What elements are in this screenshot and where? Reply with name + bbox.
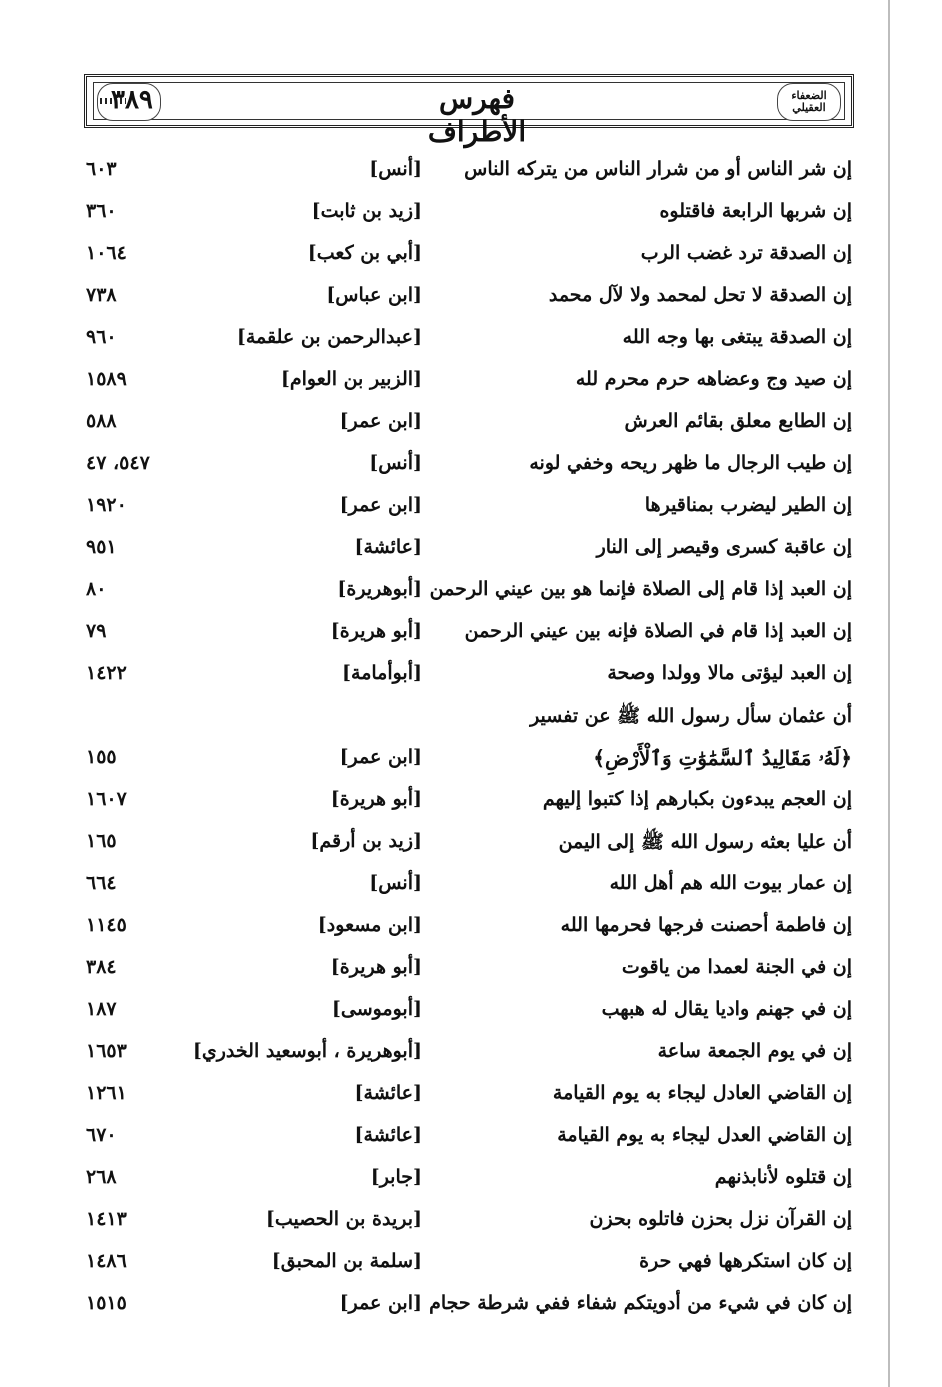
seal-line-2: العقيلي [792, 101, 826, 114]
narrator: [زيد بن أرقم] [310, 830, 422, 852]
index-entry [0, 662, 942, 702]
narrator: [عائشة] [354, 1124, 422, 1146]
narrator: [عائشة] [354, 536, 422, 558]
book-seal [777, 83, 841, 121]
reference-number: ١٦٥٣ [86, 1040, 127, 1062]
reference-number: ٣٨٤ [86, 956, 117, 978]
hadith-text: إن في الجنة لعمدا من ياقوت [621, 956, 852, 978]
reference-number: ٥٤٧، ٤٧ [86, 452, 150, 474]
index-entry [0, 242, 942, 282]
narrator: [أبو هريرة] [330, 620, 422, 642]
index-entry [0, 284, 942, 324]
narrator: [أبوأمامة] [342, 662, 422, 684]
index-entry [0, 914, 942, 954]
hadith-text: إن القرآن نزل بحزن فاتلوه بحزن [589, 1208, 852, 1230]
reference-number: ١٨٧ [86, 998, 117, 1020]
hadith-text: إن الصدقة يبتغى بها وجه الله [622, 326, 852, 348]
hadith-text: إن صيد وج وعضاهه حرم محرم لله [575, 368, 852, 390]
index-entry [0, 788, 942, 828]
reference-number: ١٤١٣ [86, 1208, 127, 1230]
reference-number: ٩٦٠ [86, 326, 117, 348]
narrator: [أبو هريرة] [330, 956, 422, 978]
reference-number: ١٩٢٠ [86, 494, 127, 516]
reference-number: ٦٦٤ [86, 872, 117, 894]
index-entry [0, 410, 942, 450]
index-entry [0, 1208, 942, 1248]
index-entry [0, 452, 942, 492]
reference-number: ٧٩ [86, 620, 107, 642]
hadith-text: إن عمار بيوت الله هم أهل الله [609, 872, 852, 894]
index-entry [0, 1166, 942, 1206]
reference-number: ١٥٨٩ [86, 368, 127, 390]
hadith-text: أن عليا بعثه رسول الله ﷺ إلى اليمن [558, 831, 852, 853]
page-header [84, 74, 854, 148]
page-title: فهرس الأطراف [427, 82, 527, 148]
index-entry [0, 872, 942, 912]
index-entry [0, 620, 942, 660]
narrator: [أبوهريرة ، أبوسعيد الخدري] [192, 1040, 422, 1062]
hadith-text: إن العجم يبدءون بكبارهم إذا كتبوا إليهم [542, 788, 852, 810]
index-entry [0, 158, 942, 198]
seal-line-1: الضعفاء [791, 89, 827, 102]
narrator: [أبوهريرة] [337, 578, 422, 600]
index-entry [0, 326, 942, 366]
hadith-text: أن عثمان سأل رسول الله ﷺ عن تفسير [530, 705, 852, 727]
index-entry [0, 830, 942, 870]
narrator: [جابر] [370, 1166, 422, 1188]
hadith-text: إن الصدقة ترد غضب الرب [640, 242, 852, 264]
reference-number: ١٦٠٧ [86, 788, 127, 810]
hadith-text: إن الطير ليضرب بمناقيرها [644, 494, 852, 516]
reference-number: ١١٤٥ [86, 914, 127, 936]
index-entry [0, 1124, 942, 1164]
index-entry [0, 746, 942, 786]
narrator: [ابن عمر] [339, 410, 422, 432]
index-entry [0, 368, 942, 408]
reference-number: ٨٠ [86, 578, 107, 600]
reference-number: ٥٨٨ [86, 410, 117, 432]
narrator: [أنس] [369, 158, 422, 180]
narrator: [سلمة بن المحبق] [271, 1250, 422, 1272]
hadith-text: إن في جهنم واديا يقال له هبهب [601, 998, 852, 1020]
hadith-text: إن كان في شيء من أدويتكم شفاء ففي شرطة حجام [429, 1292, 852, 1314]
narrator: [عبدالرحمن بن علقمة] [236, 326, 422, 348]
reference-number: ١٥٥ [86, 746, 117, 768]
hadith-text: إن عاقبة كسرى وقيصر إلى النار [596, 536, 852, 558]
reference-number: ١٦٥ [86, 830, 117, 852]
hadith-text: إن الطابع معلق بقائم العرش [624, 410, 852, 432]
hadith-text: إن شربها الرابعة فاقتلوه [659, 200, 852, 222]
reference-number: ١٠٦٤ [86, 242, 127, 264]
hadith-text: إن كان استكرهها فهي حرة [639, 1250, 852, 1272]
index-entry [0, 578, 942, 618]
hadith-text: إن في يوم الجمعة ساعة [657, 1040, 852, 1062]
index-entry [0, 1250, 942, 1290]
reference-number: ٧٣٨ [86, 284, 117, 306]
index-entry [0, 704, 942, 744]
narrator: [زيد بن ثابت] [311, 200, 422, 222]
reference-number: ١٢٦١ [86, 1082, 127, 1104]
narrator: [عائشة] [354, 1082, 422, 1104]
reference-number: ١٤٨٦ [86, 1250, 127, 1272]
index-entry [0, 1040, 942, 1080]
narrator: [أبو هريرة] [330, 788, 422, 810]
index-entry [0, 536, 942, 576]
narrator: [ابن مسعود] [317, 914, 422, 936]
narrator: [ابن عباس] [326, 284, 422, 306]
reference-number: ٦٧٠ [86, 1124, 117, 1146]
index-entry [0, 956, 942, 996]
index-entry [0, 1292, 942, 1332]
index-entry [0, 1082, 942, 1122]
hadith-text: إن الصدقة لا تحل لمحمد ولا لآل محمد [548, 284, 852, 306]
index-entry [0, 200, 942, 240]
quran-verse-text: ﴿لَهُۥ مَقَالِيدُ ٱلسَّمَٰوَٰتِ وَٱلْأَرْضِ﴾ [593, 746, 852, 770]
hadith-text: إن العبد إذا قام إلى الصلاة فإنما هو بين عيني الرحمن [429, 578, 852, 600]
reference-number: ٣٦٠ [86, 200, 117, 222]
page-number: ٣٨٩ [111, 85, 153, 115]
hadith-text: إن العبد إذا قام في الصلاة فإنه بين عيني الرحمن [464, 620, 852, 642]
narrator: [أنس] [369, 872, 422, 894]
reference-number: ١٤٢٢ [86, 662, 127, 684]
hadith-text: إن القاضي العادل ليجاء به يوم القيامة [552, 1082, 852, 1104]
narrator: [ابن عمر] [339, 1292, 422, 1314]
hadith-text: إن القاضي العدل ليجاء به يوم القيامة [557, 1124, 852, 1146]
index-entry [0, 494, 942, 534]
hadith-text: إن شر الناس أو من شرار الناس من يتركه الناس [464, 158, 852, 180]
narrator: [بريدة بن الحصيب] [265, 1208, 422, 1230]
narrator: [ابن عمر] [339, 746, 422, 768]
reference-number: ١٥١٥ [86, 1292, 127, 1314]
reference-number: ٩٥١ [86, 536, 117, 558]
hadith-text: إن فاطمة أحصنت فرجها فحرمها الله [560, 914, 852, 936]
narrator: [ابن عمر] [339, 494, 422, 516]
index-entry [0, 998, 942, 1038]
reference-number: ٦٠٣ [86, 158, 117, 180]
reference-number: ٢٦٨ [86, 1166, 117, 1188]
narrator: [أبوموسى] [331, 998, 422, 1020]
hadith-text: إن العبد ليؤتى مالا وولدا وصحة [607, 662, 852, 684]
hadith-text: إن قتلوه لأنابذنهم [714, 1166, 852, 1188]
narrator: [أبي بن كعب] [307, 242, 422, 264]
narrator: [الزبير بن العوام] [280, 368, 422, 390]
narrator: [أنس] [369, 452, 422, 474]
hadith-text: إن طيب الرجال ما ظهر ريحه وخفي لونه [529, 452, 852, 474]
